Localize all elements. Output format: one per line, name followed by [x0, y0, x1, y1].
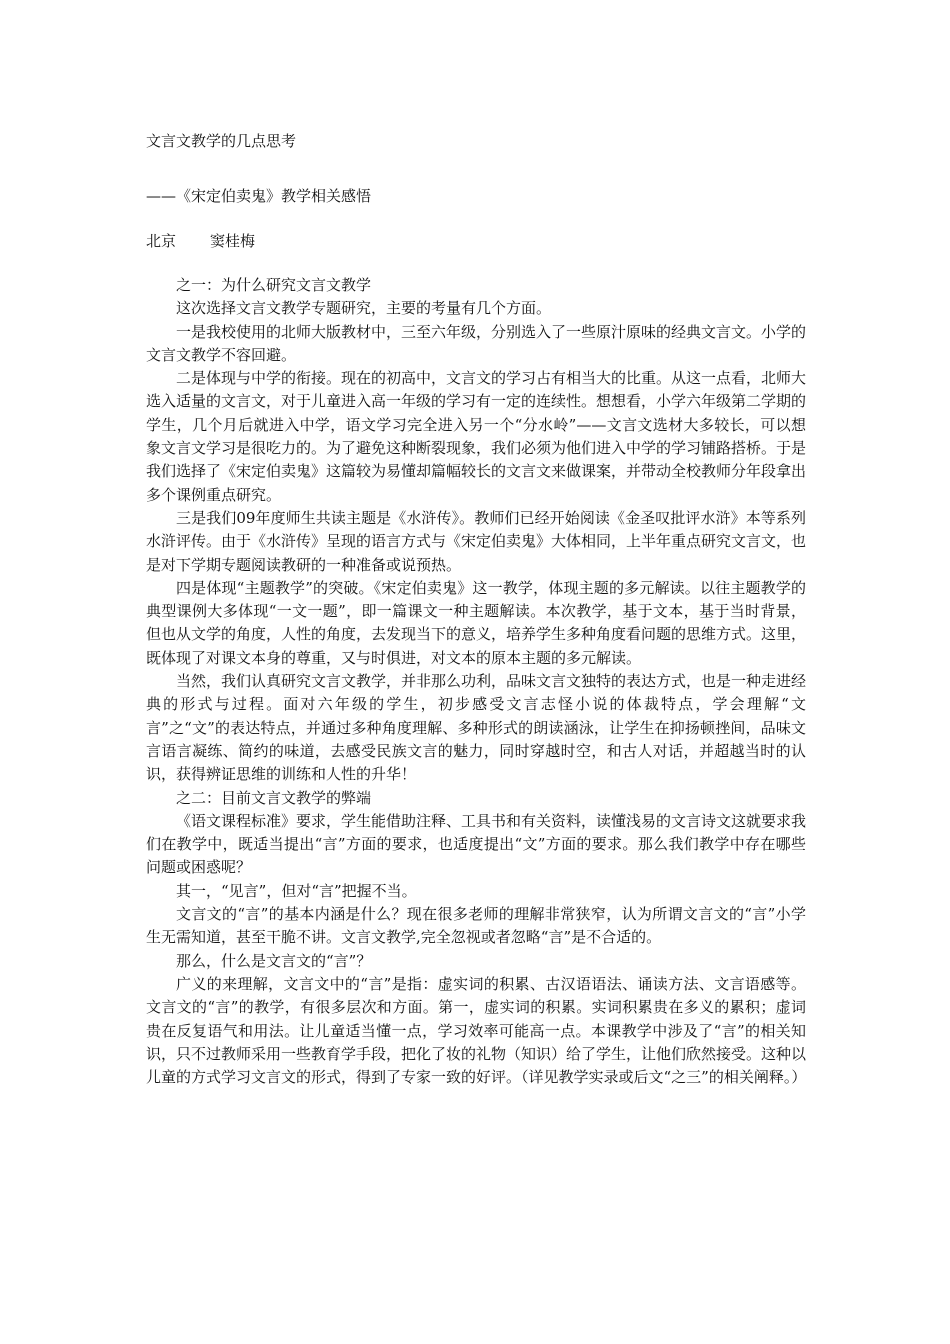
- paragraph: 那么，什么是文言文的“言”？: [176, 951, 372, 970]
- paragraph: 三是我们09年度师生共读主题是《水浒传》。教师们已经开始阅读《金圣叹批评水浒》本等系列水浒评传。由于《水浒传》呈现的语言方式与《宋定伯卖鬼》大体相同，上半年重点研究文言文，也是对下学期专题阅读教研的一种准备或说预热。: [146, 508, 807, 574]
- author-name: 窦桂梅: [210, 232, 256, 250]
- document-title: 文言文教学的几点思考: [146, 132, 297, 150]
- byline: [146, 231, 255, 251]
- paragraph: 一是我校使用的北师大版教材中，三至六年级，分别选入了一些原汁原味的经典文言文。小学的文言文教学不容回避。: [146, 322, 807, 364]
- document-subtitle: ——《宋定伯卖鬼》教学相关感悟: [146, 187, 372, 205]
- paragraph: 四是体现“主题教学”的突破。《宋定伯卖鬼》这一教学，体现主题的多元解读。以往主题教学的典型课例大多体现“一文一题”，即一篇课文一种主题解读。本次教学，基于文本，基于当时背景，但也从文学的角度，人性的角度，去发现当下的意义，培养学生多种角度看问题的思维方式。这里，既体现了对课文本身的尊重，又与时俱进，对文本的原本主题的多元解读。: [146, 578, 807, 667]
- document-body: [146, 274, 806, 1089]
- paragraph: 广义的来理解，文言文中的“言”是指：虚实词的积累、古汉语语法、诵读方法、文言语感等。文言文的“言”的教学，有很多层次和方面。第一，虚实词的积累。实词积累贵在多义的累积；虚词贵在反复语气和用法。让儿童适当懂一点，学习效率可能高一点。本课教学中涉及了“言”的相关知识，只不过教师采用一些教育学手段，把化了妆的礼物（知识）给了学生，让他们欣然接受。这种以儿童的方式学习文言文的形式，得到了专家一致的好评。（详见教学实录或后文“之三”的相关阐释。）: [146, 974, 807, 1087]
- paragraph: 其一，“见言”，但对“言”把握不当。: [176, 881, 417, 900]
- paragraph: 这次选择文言文教学专题研究，主要的考量有几个方面。: [176, 299, 552, 318]
- paragraph: 《语文课程标准》要求，学生能借助注释、工具书和有关资料，读懂浅易的文言诗文这就要求我们在教学中，既适当提出“言”方面的要求，也适度提出“文”方面的要求。那么我们教学中存在哪些问题或困惑呢？: [146, 811, 807, 877]
- section-heading-2: 之二：目前文言文教学的弊端: [176, 788, 372, 807]
- paragraph: 文言文的“言”的基本内涵是什么？现在很多老师的理解非常狭窄，认为所谓文言文的“言”小学生无需知道，甚至干脆不讲。文言文教学,完全忽视或者忽略“言”是不合适的。: [146, 905, 806, 947]
- paragraph: 二是体现与中学的衔接。现在的初高中，文言文的学习占有相当大的比重。从这一点看，北师大选入适量的文言文，对于儿童进入高一年级的学习有一定的连续性。想想看，小学六年级第二学期的学生，几个月后就进入中学，语文学习完全进入另一个“分水岭”——文言文选材大多较长，可以想象文言文学习是很吃力的。为了避免这种断裂现象，我们必须为他们进入中学的学习铺路搭桥。于是我们选择了《宋定伯卖鬼》这篇较为易懂却篇幅较长的文言文来做课案，并带动全校教师分年段拿出多个课例重点研究。: [146, 369, 807, 504]
- location: 北京: [146, 232, 177, 250]
- paragraph: 当然，我们认真研究文言文教学，并非那么功利，品味文言文独特的表达方式，也是一种走进经典的形式与过程。面对六年级的学生，初步感受文言志怪小说的体裁特点，学会理解“文言”之“文”的表达特点，并通过多种角度理解、多种形式的朗读涵泳，让学生在抑扬顿挫间，品味文言语言凝练、简约的味道，去感受民族文言的魅力，同时穿越时空，和古人对话，并超越当时的认识，获得辨证思维的训练和人性的升华！: [146, 672, 807, 784]
- section-heading-1: 之一：为什么研究文言文教学: [176, 276, 372, 294]
